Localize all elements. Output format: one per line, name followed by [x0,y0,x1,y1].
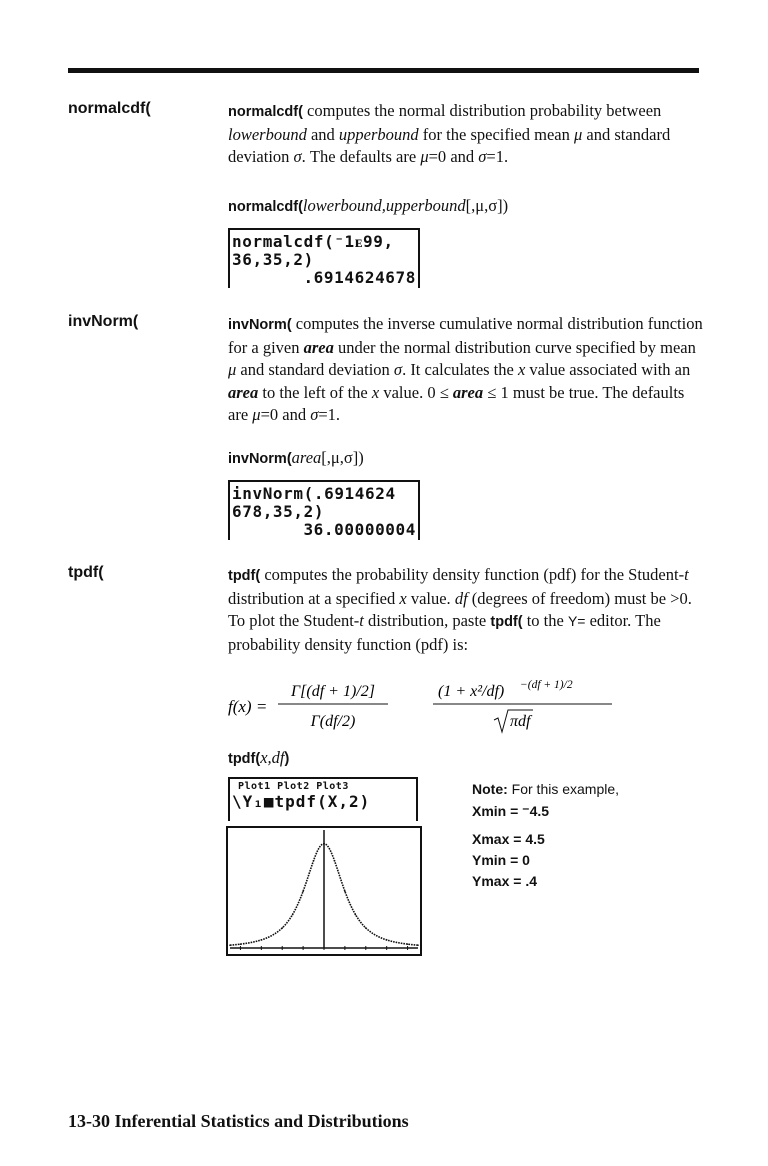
data-point [334,860,336,862]
symbol-mu: μ [573,124,583,144]
formula-lhs: f(x) = [228,697,268,716]
syntax-args: area [291,448,322,467]
window-xmax: Xmax = 4.5 [472,831,545,847]
text-run: value. [406,588,455,608]
arg-upperbound: upperbound [338,124,419,144]
normalcdf-syntax [228,196,508,216]
data-point [292,914,294,916]
text-run: value. 0 ≤ [379,382,453,402]
data-point [261,939,263,941]
symbol-sigma: σ [393,360,403,379]
text-run: computes the probability density function (pdf) for the Student- [260,565,685,584]
screen-line: 36,35,2) [232,250,314,269]
text-run: and standard deviation [236,360,394,379]
syntax-args: lowerbound,upperbound [302,196,466,215]
screen-line: normalcdf(⁻1ᴇ99, [232,232,394,251]
arg-df: df [454,588,468,608]
screen-result: 36.00000004 [303,520,416,539]
arg-area: area [452,382,484,402]
syntax-args: x,df [260,748,285,767]
text-run: for the specified mean [418,124,574,144]
note-text: For this example, [507,781,620,797]
tpdf-graph [226,826,422,956]
syntax-optional: [,μ,σ]) [465,196,509,215]
data-point [302,890,304,892]
invnorm-description [228,313,708,427]
normalcdf-calculator-screen [228,228,420,288]
symbol-t: t [359,611,364,630]
tpdf-keyword: tpdf( [490,614,523,630]
text-run: distribution, paste [363,611,491,630]
text-run: =0 [428,147,447,166]
invnorm-calculator-screen [228,480,420,540]
term-tpdf: tpdf( [68,564,104,581]
text-run: . It calculates the [402,360,518,379]
screen-line: invNorm(.6914624 [232,484,396,503]
syntax-keyword: normalcdf( [228,199,303,215]
tpdf-description [228,564,708,656]
plot-header: Plot1 Plot2 Plot3 [238,781,349,792]
text-run: editor. The probability density function (pdf) is: [228,611,661,654]
normalcdf-keyword: normalcdf( [228,104,303,120]
text-run: ≤ 1 must be true. The defaults are [228,382,685,424]
syntax-optional: [,μ,σ]) [321,448,364,467]
header-rule [68,68,699,73]
text-run: . The defaults are [301,147,421,166]
text-run: computes the inverse cumulative normal distribution function for a given [228,314,703,357]
text-run: and [446,147,479,166]
text-run: and [306,124,339,144]
plot-equation: \Y₁■tpdf(X,2) [232,792,371,811]
y-editor-screen [228,777,418,821]
normalcdf-description [228,100,708,169]
text-run: =0 and [260,405,311,424]
tpdf-syntax [228,748,289,768]
data-point [344,890,346,892]
yeq-key: Y= [567,613,586,629]
text-run: (degrees of freedom) must be >0. To plot the Student- [228,588,692,630]
symbol-sigma: σ [478,147,487,166]
data-point [281,927,283,929]
symbol-sigma: σ [310,405,319,424]
data-point [365,927,367,929]
symbol-x: x [371,382,380,402]
term-invnorm: invNorm( [68,313,139,330]
data-point [407,943,409,945]
text-run: =1. [486,147,509,166]
formula-exponent: −(df + 1)/2 [520,679,573,691]
data-point [313,860,315,862]
window-note [472,779,619,892]
symbol-x: x [399,588,407,608]
arg-area: area [228,382,259,402]
screen-result: .6914624678 [303,268,416,287]
note-label: Note: [472,781,508,797]
formula-num2: (1 + x²/df) [438,683,505,700]
text-run: to the left of the [258,382,372,402]
syntax-keyword: tpdf( [228,751,261,767]
window-ymin: Ymin = 0 [472,852,530,868]
arg-lowerbound: lowerbound [228,124,307,144]
text-run: computes the normal distribution probability between [302,101,662,120]
syntax-keyword: invNorm( [228,451,292,467]
text-run: distribution at a specified [228,588,400,608]
tpdf-formula [228,676,648,736]
text-run: to the [522,611,568,630]
symbol-x: x [517,360,526,379]
formula-num1: Γ[(df + 1)/2] [291,683,375,700]
symbol-t: t [684,565,689,584]
symbol-mu: μ [252,405,261,424]
syntax-close: ) [284,751,290,767]
screen-line: 678,35,2) [232,502,325,521]
data-point [240,943,242,945]
formula-den2: πdf [510,713,531,730]
symbol-mu: μ [228,360,237,379]
text-run: value associated with an [525,360,691,379]
data-point [417,944,419,946]
symbol-mu: μ [420,147,429,166]
arg-area: area [303,337,334,357]
term-normalcdf: normalcdf( [68,100,151,117]
symbol-sigma: σ [293,147,302,166]
data-point [323,843,325,845]
invnorm-keyword: invNorm( [228,317,292,333]
window-ymax: Ymax = .4 [472,873,537,889]
formula-den1: Γ(df/2) [310,713,356,730]
window-xmin: Xmin = ⁻4.5 [472,803,550,819]
text-run: and standard deviation [228,124,671,166]
data-point [229,944,231,946]
text-run: under the normal distribution curve specified by mean [333,337,696,357]
text-run: =1. [318,405,341,424]
data-point [386,939,388,941]
data-point [355,914,357,916]
page-footer: 13-30 Inferential Statistics and Distributions [68,1111,409,1131]
tpdf-keyword: tpdf( [228,568,261,584]
invnorm-syntax [228,448,364,468]
